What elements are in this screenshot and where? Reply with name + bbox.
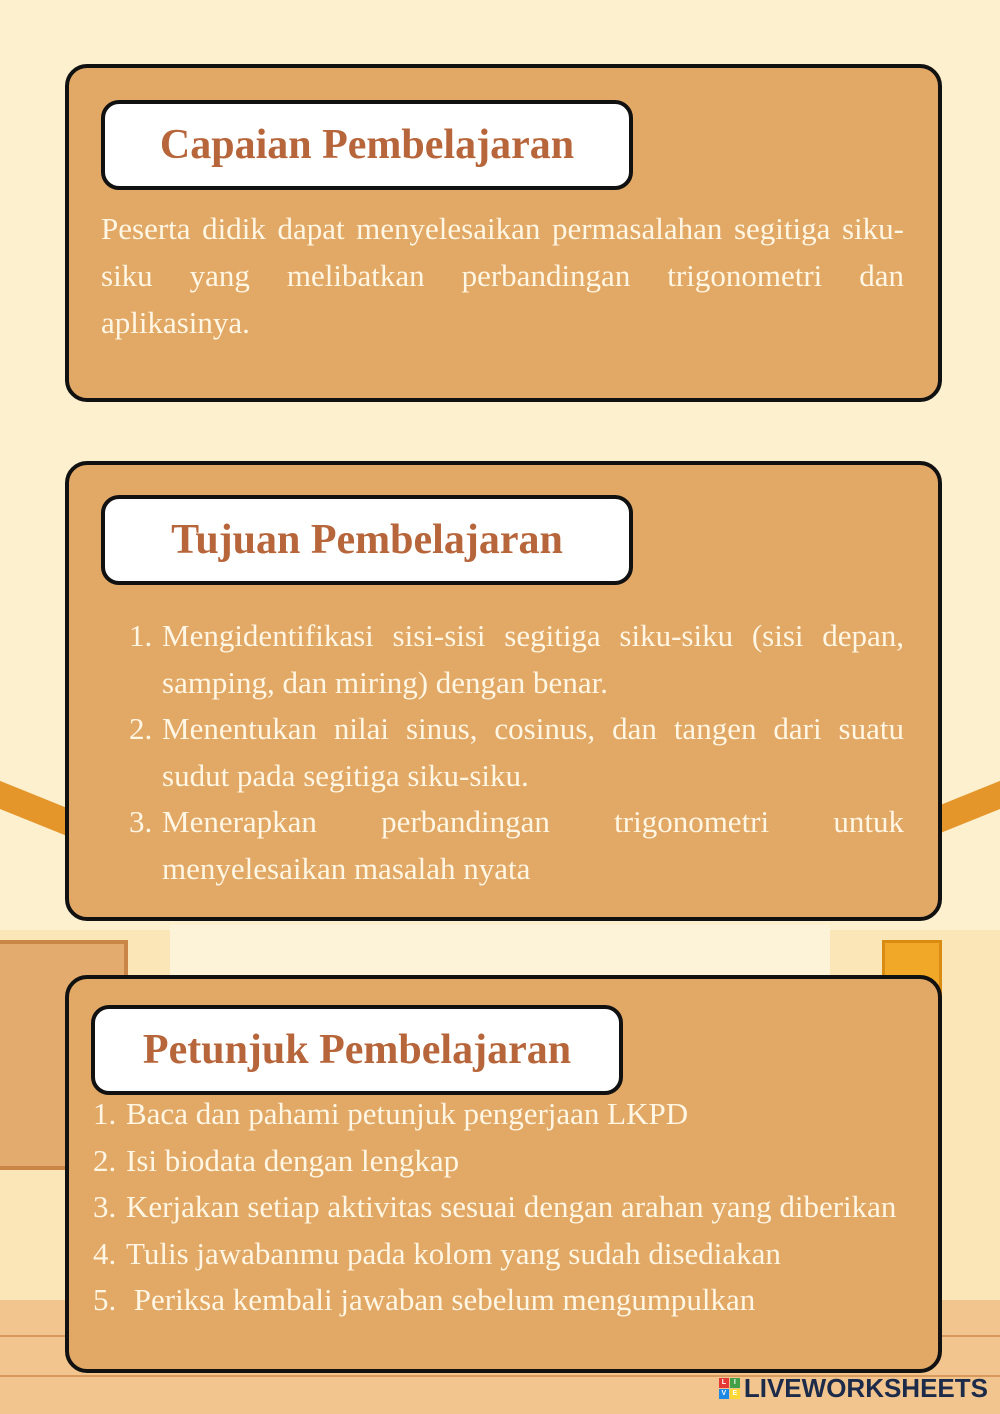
capaian-text: Peserta didik dapat menyelesaikan permasalahan segitiga siku-siku yang melibatkan perbandingan trigonometri dan aplikasinya. bbox=[101, 211, 904, 340]
list-text: Baca dan pahami petunjuk pengerjaan LKPD bbox=[126, 1096, 689, 1131]
capaian-title: Capaian Pembelajaran bbox=[101, 100, 633, 190]
list-text: Periksa kembali jawaban sebelum mengumpulkan bbox=[126, 1282, 756, 1317]
list-item bbox=[93, 1184, 904, 1231]
logo-letter: E bbox=[730, 1389, 740, 1399]
list-item bbox=[129, 799, 904, 892]
list-text: Kerjakan setiap aktivitas sesuai dengan arahan yang diberikan bbox=[126, 1189, 897, 1224]
list-number: 3. bbox=[93, 1189, 117, 1224]
list-number: 2. bbox=[93, 1142, 117, 1178]
petunjuk-list bbox=[93, 1091, 904, 1324]
list-item bbox=[93, 1231, 904, 1278]
petunjuk-card bbox=[65, 975, 942, 1373]
list-item bbox=[93, 1138, 904, 1185]
logo-letter: V bbox=[719, 1389, 729, 1399]
logo-letter: L bbox=[719, 1378, 729, 1388]
list-number: 1. bbox=[93, 1096, 117, 1131]
tujuan-title: Tujuan Pembelajaran bbox=[101, 495, 633, 585]
tujuan-card bbox=[65, 461, 942, 921]
list-text: Menerapkan perbandingan trigonometri untuk menyelesaikan masalah nyata bbox=[162, 804, 904, 886]
capaian-card bbox=[65, 64, 942, 402]
list-number: 3. bbox=[129, 804, 153, 839]
list-item bbox=[129, 706, 904, 799]
logo-letter: I bbox=[730, 1378, 740, 1388]
list-number: 1. bbox=[129, 618, 153, 653]
list-item bbox=[129, 613, 904, 706]
list-item bbox=[93, 1091, 904, 1138]
petunjuk-title: Petunjuk Pembelajaran bbox=[91, 1005, 623, 1095]
list-item bbox=[93, 1277, 904, 1324]
list-text: Menentukan nilai sinus, cosinus, dan tangen dari suatu sudut pada segitiga siku-siku. bbox=[162, 711, 904, 793]
liveworksheets-logo-icon bbox=[719, 1378, 740, 1399]
list-number: 4. bbox=[93, 1235, 117, 1271]
tujuan-list bbox=[129, 613, 904, 892]
list-number: 2. bbox=[129, 711, 153, 746]
liveworksheets-watermark[interactable] bbox=[719, 1373, 988, 1404]
list-text: Isi biodata dengan lengkap bbox=[126, 1142, 460, 1178]
watermark-text: LIVEWORKSHEETS bbox=[743, 1373, 988, 1403]
list-text: Mengidentifikasi sisi-sisi segitiga siku-siku (sisi depan, samping, dan miring) dengan benar. bbox=[162, 618, 904, 700]
list-text: Tulis jawabanmu pada kolom yang sudah disediakan bbox=[126, 1235, 781, 1271]
list-number: 5. bbox=[93, 1282, 117, 1317]
